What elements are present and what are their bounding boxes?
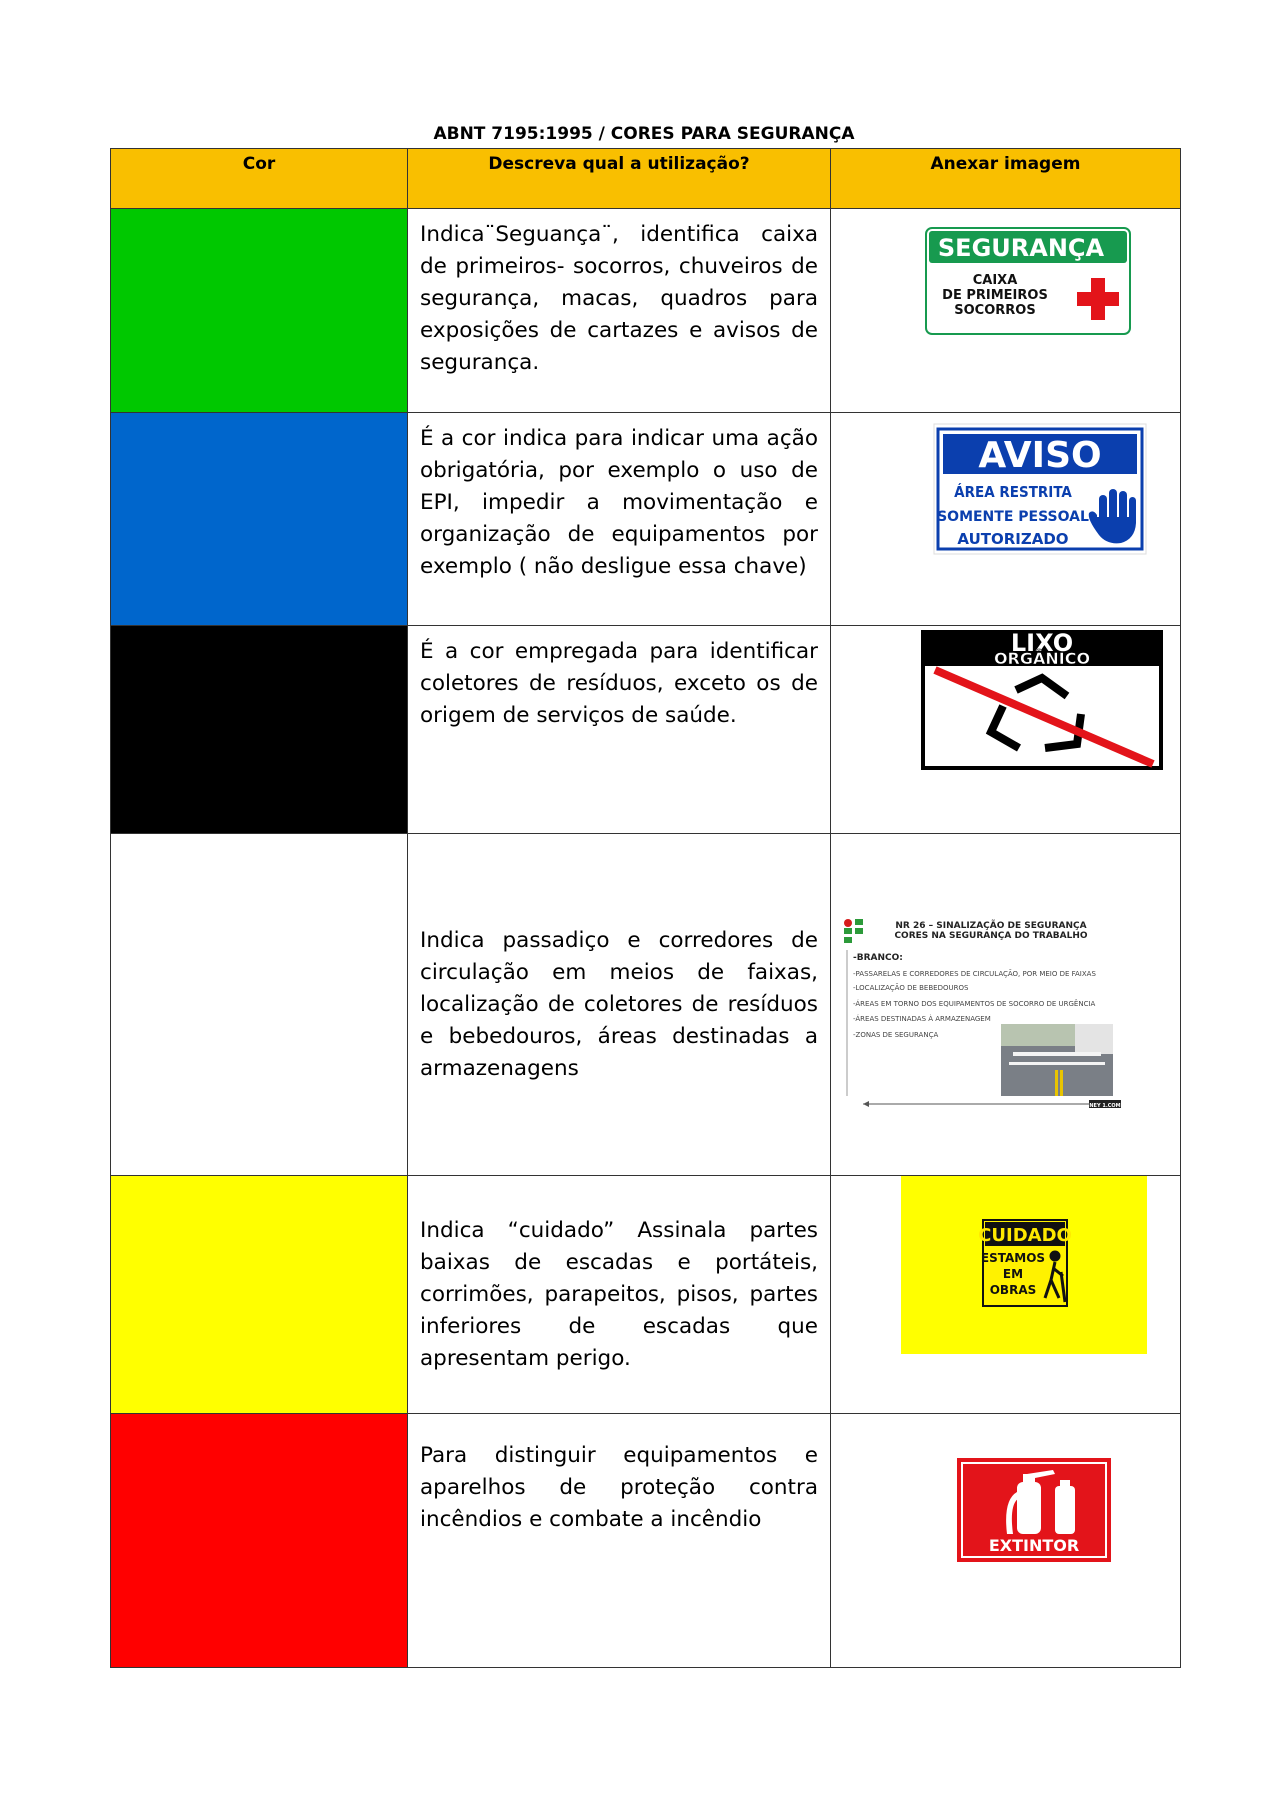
- sign-line: SOMENTE PESSOAL: [937, 509, 1089, 525]
- slide-footer: NEY 1.COM: [1089, 1103, 1121, 1109]
- description-cell: Indica¨Seguança¨, identifica caixa de primeiros- socorros, chuveiros de segurança, macas, quadros para exposições de cartazes e avisos de segurança.: [408, 209, 831, 413]
- color-swatch-black: [111, 626, 408, 834]
- image-cell: [831, 1414, 1181, 1668]
- sign-title: EXTINTOR: [988, 1536, 1080, 1555]
- seguranca-sign: [925, 227, 1131, 335]
- description-cell: Indica passadiço e corredores de circulação em meios de faixas, localização de coletores de resíduos e bebedouros, áreas destinadas a armazenagens: [408, 834, 831, 1176]
- nr26-slide: [843, 918, 1125, 1114]
- sign-title: SEGURANÇA: [937, 234, 1105, 262]
- image-cell: [831, 626, 1181, 834]
- color-swatch-blue: [111, 413, 408, 626]
- aviso-sign: [933, 423, 1147, 555]
- sign-title: LIXO: [1010, 630, 1074, 657]
- sign-line: AUTORIZADO: [957, 530, 1069, 548]
- table-row: [111, 834, 1181, 1176]
- slide-item: -LOCALIZAÇÃO DE BEBEDOUROS: [853, 984, 969, 992]
- table-row: [111, 413, 1181, 626]
- slide-item: -ÁREAS EM TORNO DOS EQUIPAMENTOS DE SOCORRO DE URGÊNCIA: [853, 1000, 1096, 1008]
- slide-heading: NR 26 – SINALIZAÇÃO DE SEGURANÇA: [895, 921, 1087, 931]
- slide-item: -ÁREAS DESTINADAS À ARMAZENAGEM: [853, 1015, 991, 1023]
- safety-colors-table: [110, 148, 1181, 1668]
- slide-item: -ZONAS DE SEGURANÇA: [853, 1031, 939, 1039]
- slide-label: -BRANCO:: [853, 953, 903, 963]
- header-row: [111, 149, 1181, 209]
- image-cell: [831, 834, 1181, 1176]
- header-description: Descreva qual a utilização?: [408, 149, 831, 209]
- sign-line: ÁREA RESTRITA: [954, 483, 1072, 501]
- table-row: [111, 209, 1181, 413]
- description-cell: É a cor empregada para identificar coletores de resíduos, exceto os de origem de serviços de saúde.: [408, 626, 831, 834]
- sign-line: DE PRIMEIROS: [942, 288, 1048, 303]
- table-row: [111, 1176, 1181, 1414]
- sign-line: ESTAMOS: [980, 1251, 1046, 1265]
- cuidado-sign: [901, 1176, 1147, 1354]
- slide-heading: CORES NA SEGURANÇA DO TRABALHO: [894, 931, 1088, 941]
- sign-line: OBRAS: [989, 1283, 1037, 1297]
- sign-title: CUIDADO: [978, 1225, 1072, 1246]
- header-image: Anexar imagem: [831, 149, 1181, 209]
- crosswalk-photo: [1001, 1024, 1113, 1096]
- color-swatch-red: [111, 1414, 408, 1668]
- description-cell: É a cor indica para indicar uma ação obrigatória, por exemplo o uso de EPI, impedir a movimentação e organização de equipamentos por exemplo ( não desligue essa chave): [408, 413, 831, 626]
- table-row: [111, 626, 1181, 834]
- slide-item: -PASSARELAS E CORREDORES DE CIRCULAÇÃO, POR MEIO DE FAIXAS: [853, 970, 1096, 978]
- lixo-organico-sign: [921, 630, 1163, 770]
- image-cell: [831, 1176, 1181, 1414]
- color-swatch-green: [111, 209, 408, 413]
- description-cell: Para distinguir equipamentos e aparelhos de proteção contra incêndios e combate a incêndio: [408, 1414, 831, 1668]
- sign-title: AVISO: [978, 435, 1102, 476]
- header-color: Cor: [111, 149, 408, 209]
- document-title: ABNT 7195:1995 / CORES PARA SEGURANÇA: [433, 124, 855, 144]
- image-cell: [831, 209, 1181, 413]
- sign-line: EM: [1002, 1267, 1024, 1281]
- image-cell: [831, 413, 1181, 626]
- color-swatch-white: [111, 834, 408, 1176]
- table-row: [111, 1414, 1181, 1668]
- sign-subtitle: ORGÂNICO: [993, 649, 1091, 668]
- description-cell: Indica “cuidado” Assinala partes baixas de escadas e portáteis, corrimões, parapeitos, pisos, partes inferiores de escadas que apresentam perigo.: [408, 1176, 831, 1414]
- color-swatch-yellow: [111, 1176, 408, 1414]
- sign-line: SOCORROS: [954, 303, 1036, 318]
- extintor-sign: [957, 1458, 1111, 1562]
- sign-line: CAIXA: [972, 273, 1018, 288]
